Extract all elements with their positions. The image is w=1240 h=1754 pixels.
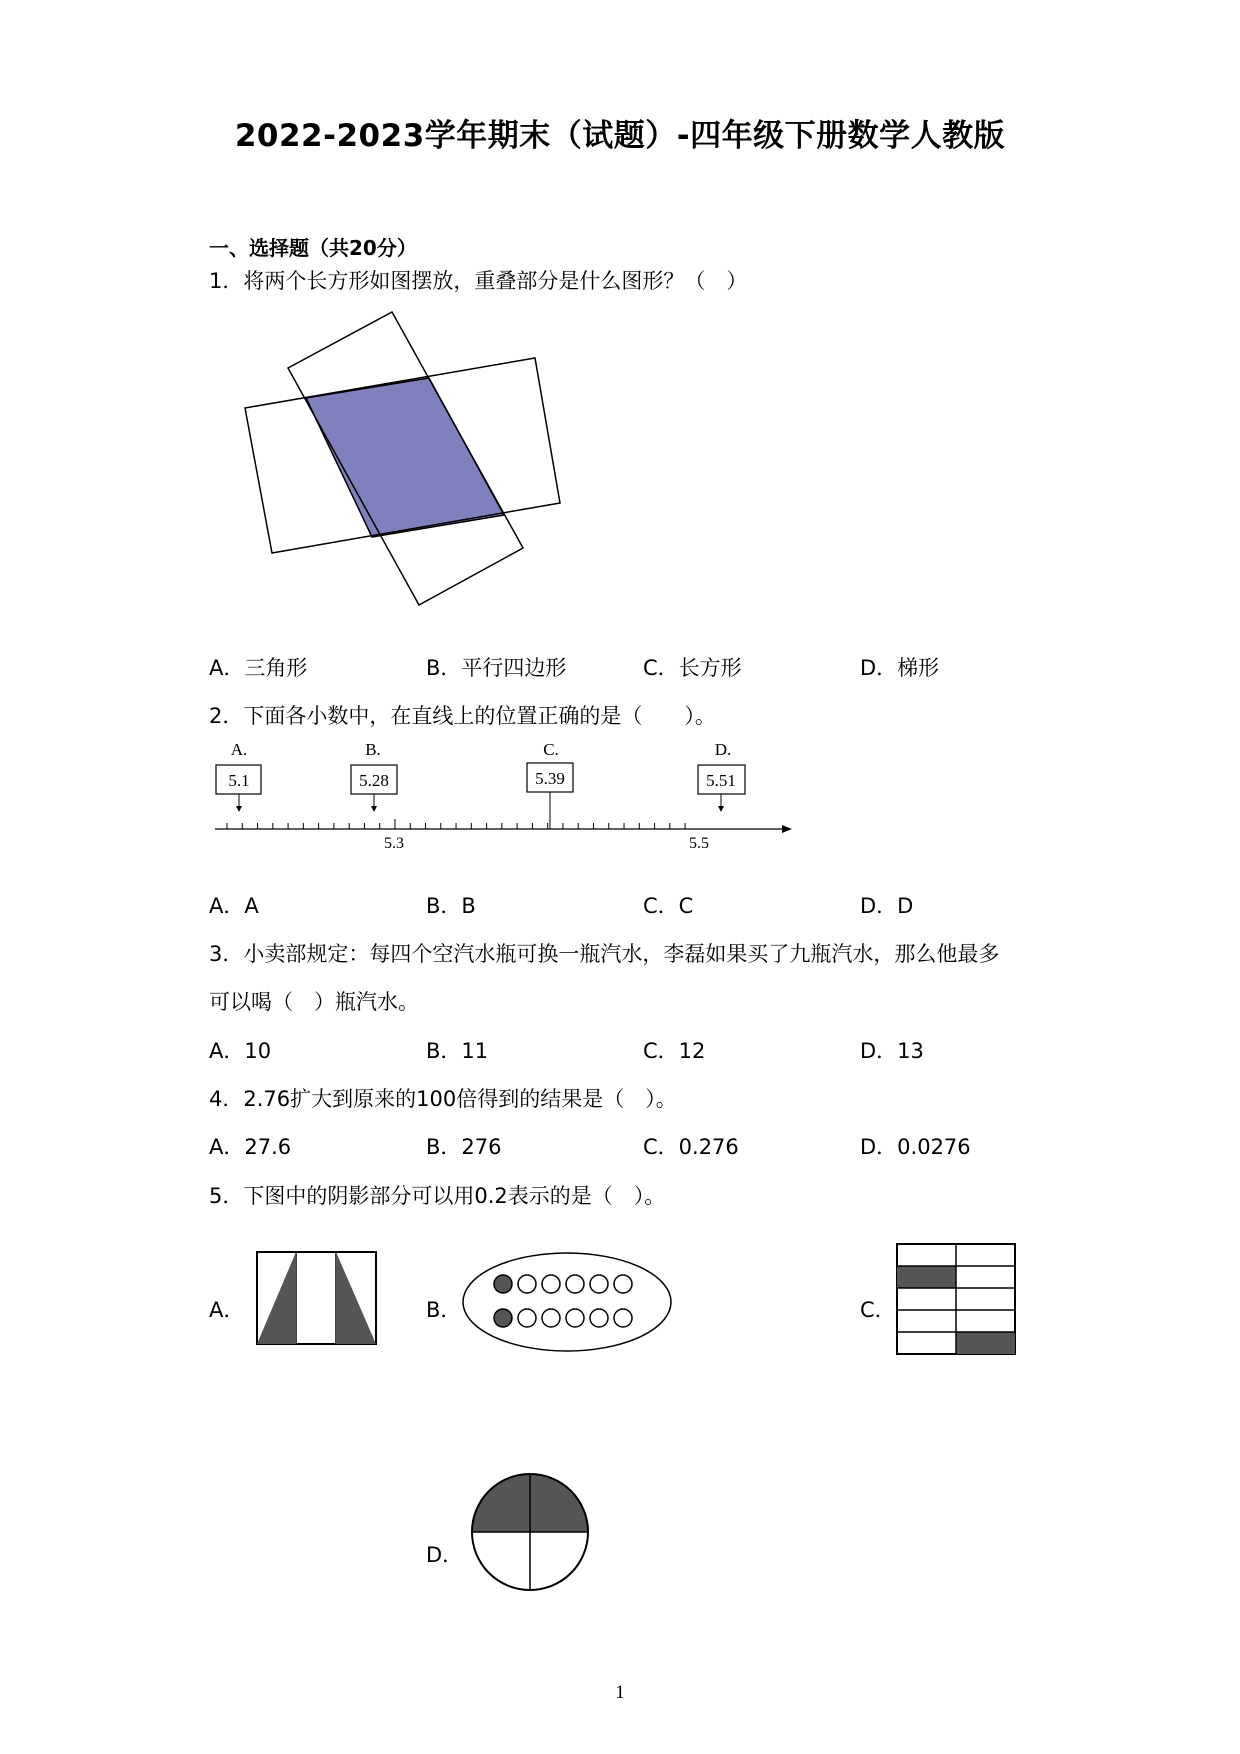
shaded-cell-1: [897, 1266, 956, 1288]
marker-b-value: 5.28: [359, 771, 389, 790]
marker-d-letter: D.: [714, 740, 732, 759]
shaded-cell-2: [956, 1332, 1015, 1354]
empty-dot: [542, 1309, 560, 1327]
q2-option-b[interactable]: B．B: [426, 894, 476, 918]
axis-label-5-5: 5.5: [689, 835, 709, 852]
shaded-dot: [494, 1275, 512, 1293]
marker-b: [351, 740, 397, 812]
q4-option-b[interactable]: B．276: [426, 1135, 502, 1159]
empty-dot: [614, 1309, 632, 1327]
q5-figure-a: [255, 1250, 380, 1348]
q2-option-d[interactable]: D．D: [860, 894, 914, 918]
empty-dot: [566, 1309, 584, 1327]
marker-c-letter: C.: [543, 740, 559, 759]
q1-option-b[interactable]: B．平行四边形: [426, 656, 567, 680]
section-heading: 一、选择题（共20分）: [209, 236, 417, 260]
overlap-parallelogram: [306, 378, 504, 537]
overlapping-rectangles-figure: [230, 300, 580, 620]
q2-option-a[interactable]: A．A: [209, 894, 259, 918]
empty-dot: [518, 1309, 536, 1327]
page-number: 1: [615, 1682, 625, 1703]
question-3-stem-line-2: 可以喝（ ）瓶汽水。: [209, 990, 419, 1014]
number-line-axis: [215, 819, 792, 852]
marker-d-value: 5.51: [706, 771, 736, 790]
q5-figure-d: [470, 1472, 590, 1592]
q1-option-c[interactable]: C．长方形: [643, 656, 742, 680]
empty-dot: [590, 1309, 608, 1327]
axis-label-5-3: 5.3: [384, 835, 404, 852]
marker-d: [698, 740, 745, 812]
marker-c: [527, 740, 573, 829]
q3-option-d[interactable]: D．13: [860, 1039, 924, 1063]
number-line-figure: [210, 735, 810, 855]
marker-a-letter: A.: [230, 740, 248, 759]
question-3-stem-line-1: 3．小卖部规定：每四个空汽水瓶可换一瓶汽水，李磊如果买了九瓶汽水，那么他最多: [209, 942, 1000, 966]
q4-option-a[interactable]: A．27.6: [209, 1135, 292, 1159]
q2-option-c[interactable]: C．C: [643, 894, 694, 918]
marker-c-value: 5.39: [535, 769, 565, 788]
q3-option-a[interactable]: A．10: [209, 1039, 272, 1063]
marker-a: [216, 740, 261, 812]
question-4-stem: 4．2.76扩大到原来的100倍得到的结果是（ ）。: [209, 1087, 677, 1111]
q5-figure-c: [895, 1242, 1020, 1357]
question-5-stem: 5．下图中的阴影部分可以用0.2表示的是（ ）。: [209, 1184, 666, 1208]
q4-option-d[interactable]: D．0.0276: [860, 1135, 971, 1159]
marker-b-letter: B.: [365, 740, 381, 759]
empty-dot: [590, 1275, 608, 1293]
marker-a-value: 5.1: [228, 771, 250, 790]
empty-dot: [614, 1275, 632, 1293]
question-1-stem: 1．将两个长方形如图摆放，重叠部分是什么图形？（ ）: [209, 269, 748, 293]
q1-option-a[interactable]: A．三角形: [209, 656, 308, 680]
q4-option-c[interactable]: C．0.276: [643, 1135, 739, 1159]
q5-option-b-label[interactable]: B．: [426, 1298, 462, 1322]
q5-option-c-label[interactable]: C．: [860, 1298, 896, 1322]
page-title: 2022-2023学年期末（试题）-四年级下册数学人教版: [234, 118, 1006, 154]
q5-option-d-label[interactable]: D．: [426, 1543, 464, 1567]
q5-option-a-label[interactable]: A．: [209, 1298, 245, 1322]
empty-dot: [518, 1275, 536, 1293]
question-2-stem: 2．下面各小数中，在直线上的位置正确的是（ ）。: [209, 704, 716, 728]
empty-dot: [566, 1275, 584, 1293]
q5-figure-b: [460, 1250, 675, 1355]
q3-option-c[interactable]: C．12: [643, 1039, 706, 1063]
q1-option-d[interactable]: D．梯形: [860, 656, 940, 680]
shaded-dot: [494, 1309, 512, 1327]
empty-dot: [542, 1275, 560, 1293]
q3-option-b[interactable]: B．11: [426, 1039, 489, 1063]
